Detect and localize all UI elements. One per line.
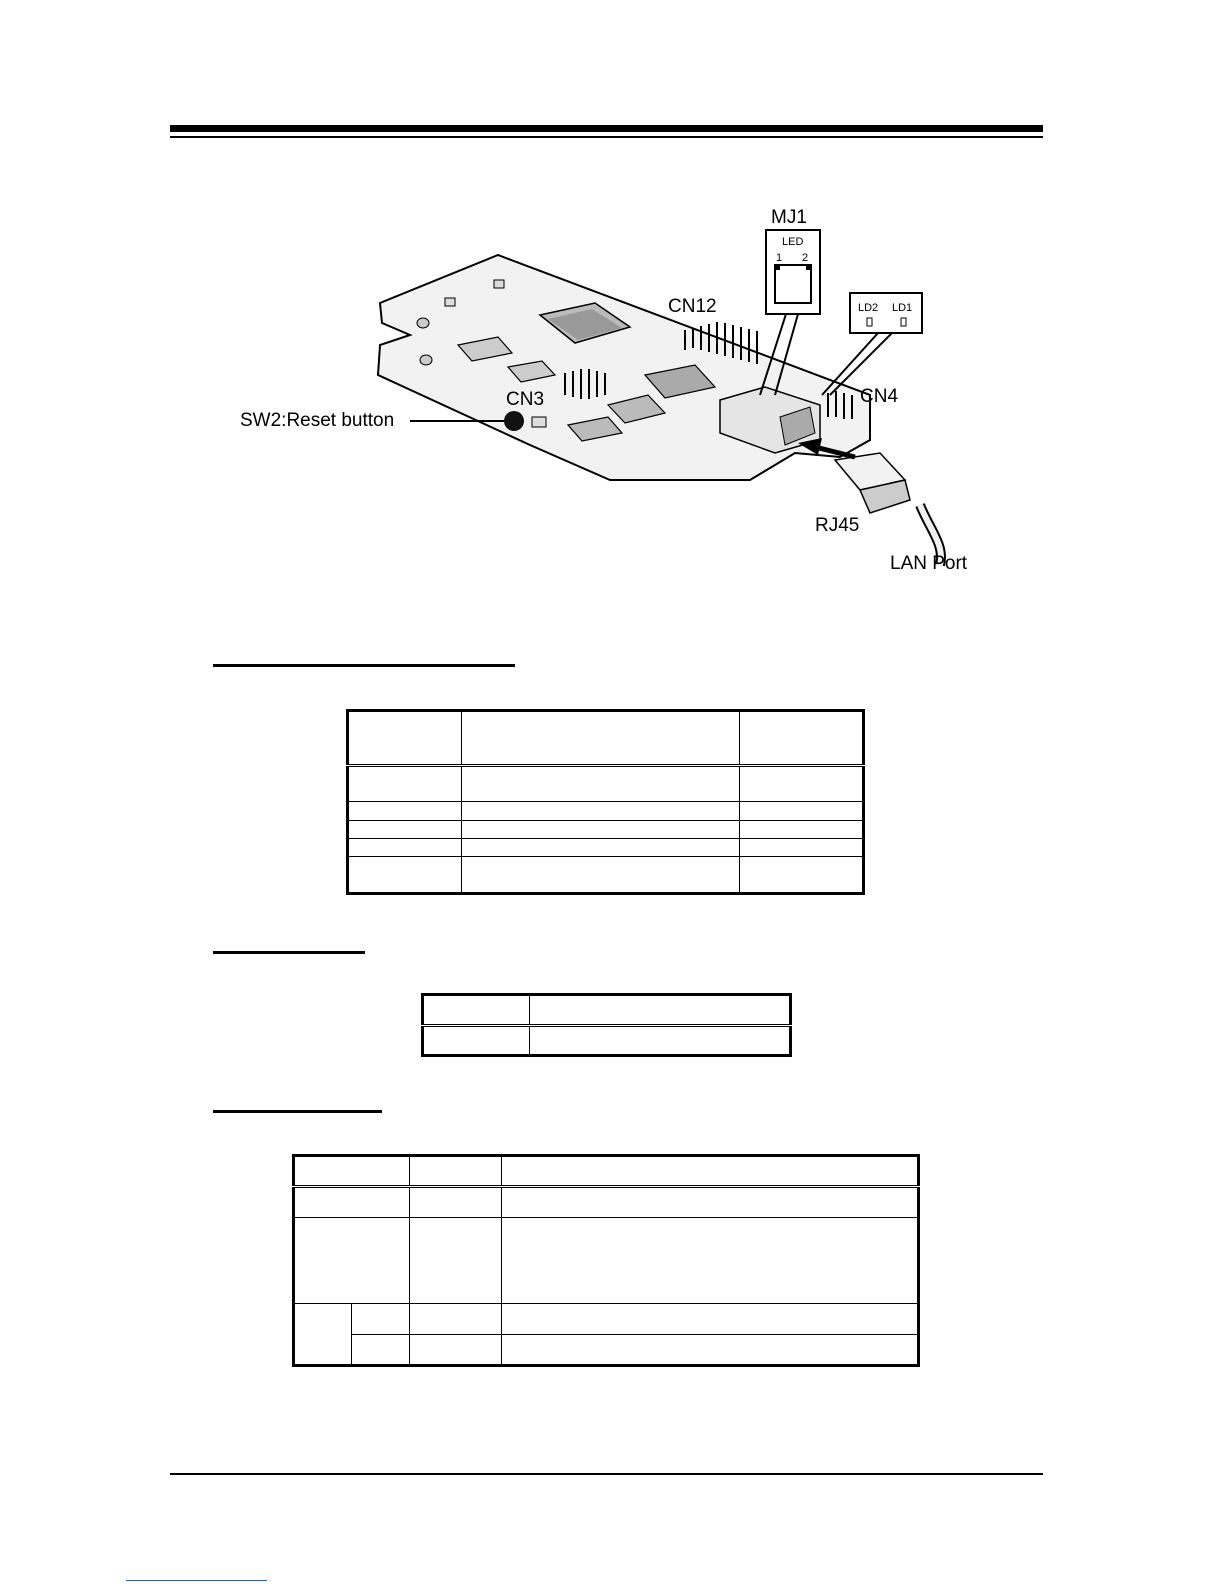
reset-switch (532, 417, 546, 427)
table-1 (346, 709, 865, 895)
section-1-heading-underline (213, 664, 515, 667)
mj1-led2-icon (806, 265, 811, 270)
ld2-label: LD2 (858, 302, 879, 314)
header-rule-thin (170, 136, 1043, 138)
cn3-label: CN3 (506, 389, 545, 410)
ld1-label: LD1 (892, 302, 913, 314)
cn12-label: CN12 (668, 296, 717, 317)
table-row (348, 839, 864, 857)
table-row (348, 802, 864, 820)
sw2-label: SW2:Reset button (240, 410, 395, 431)
table-row (294, 1304, 919, 1335)
led-label: LED (782, 236, 804, 248)
standoff-2 (420, 355, 432, 365)
component-small-2 (445, 298, 455, 306)
header-rule-thick (170, 125, 1043, 132)
standoff-1 (417, 318, 429, 328)
section-3-heading-underline (213, 1110, 382, 1113)
led-pin2-label: 2 (802, 252, 809, 264)
table-1-header-row (348, 711, 864, 766)
table-row (348, 765, 864, 802)
board-figure (230, 195, 990, 585)
mj1-jack-icon (775, 265, 811, 303)
led-pin1-label: 1 (776, 252, 783, 264)
reset-button-marker (504, 411, 524, 431)
cn4-label: CN4 (860, 386, 899, 407)
table-row (294, 1218, 919, 1304)
component-small-1 (494, 280, 504, 288)
table-3 (292, 1154, 920, 1367)
table-3-header-row (294, 1156, 919, 1187)
table-row (348, 820, 864, 838)
table-row (294, 1335, 919, 1366)
ld2-icon (867, 318, 872, 326)
rj45-label: RJ45 (815, 515, 860, 536)
lan-port-label: LAN Port (890, 553, 968, 574)
table-row (423, 1025, 791, 1056)
table-row (348, 857, 864, 894)
table-2 (421, 993, 792, 1057)
board-illustration (230, 195, 990, 585)
table-2-header-row (423, 995, 791, 1026)
footer-rule (170, 1473, 1043, 1475)
section-2-heading-underline (213, 951, 365, 954)
table-row (294, 1187, 919, 1218)
mj1-label: MJ1 (771, 207, 807, 228)
ld1-icon (901, 318, 906, 326)
mj1-led1-icon (775, 265, 780, 270)
footer-link-underline (126, 1580, 267, 1581)
